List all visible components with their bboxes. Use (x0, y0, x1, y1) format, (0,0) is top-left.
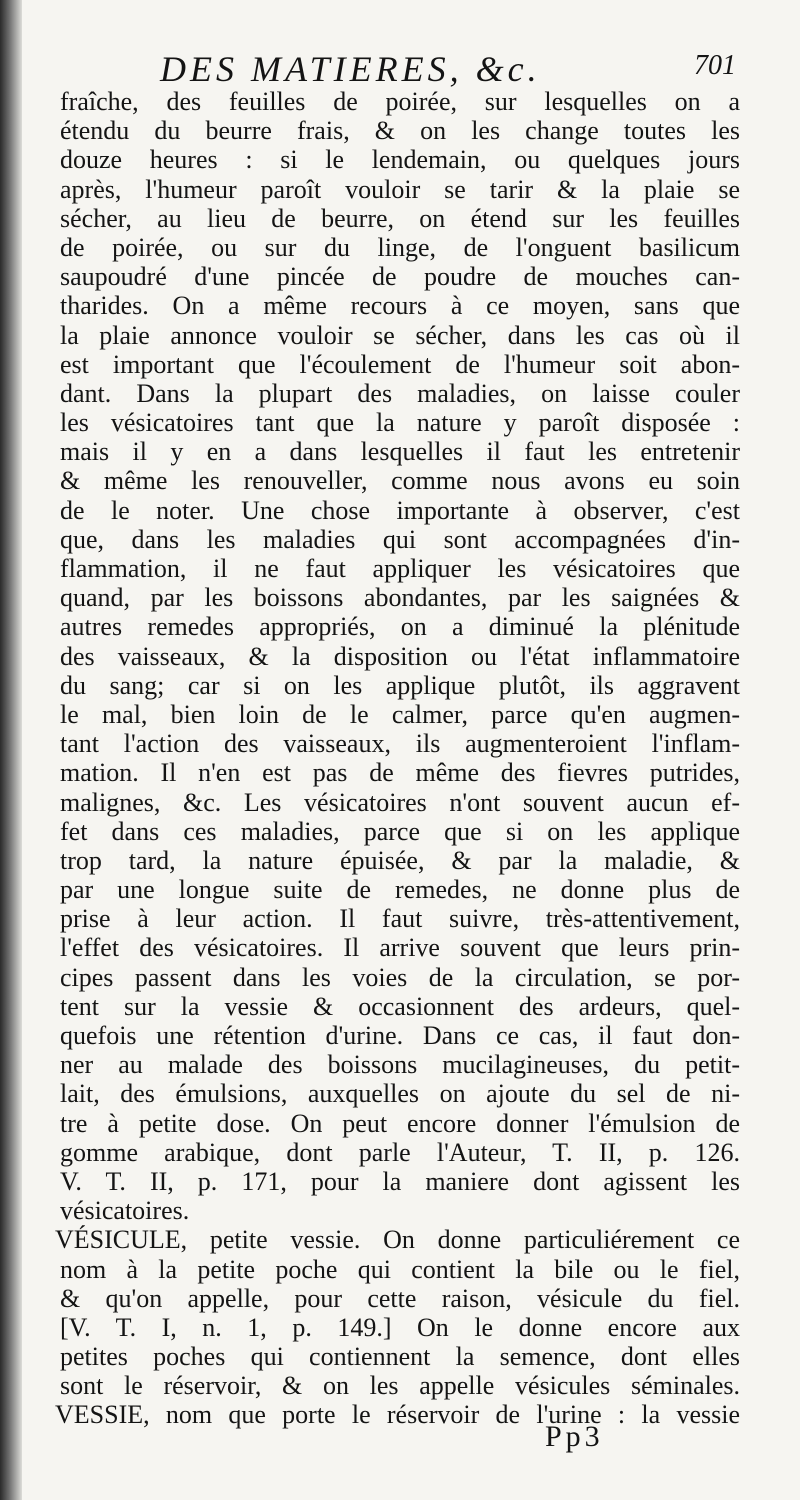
text-line: que, dans les maladies qui sont accompagnées d'in- (60, 524, 740, 554)
binding-shadow (0, 0, 22, 1500)
text-line: ner au malade des boissons mucilagineuses, du petit- (60, 1050, 740, 1080)
text-line: les vésicatoires tant que la nature y paroît disposée : (60, 408, 740, 438)
text-line: dant. Dans la plupart des maladies, on laisse couler (60, 378, 740, 408)
text-line: tent sur la vessie & occasionnent des ardeurs, quel- (60, 991, 740, 1021)
text-line: autres remedes appropriés, on a diminué la plénitude (60, 612, 740, 642)
text-line: cipes passent dans les voies de la circulation, se por- (60, 962, 740, 992)
text-line: [V. T. I, n. 1, p. 149.] On le donne encore aux (60, 1312, 740, 1342)
entry-vessie: VESSIE, nom que porte le réservoir de l'urine : la vessie (55, 1400, 740, 1430)
text-line: & qu'on appelle, pour cette raison, vésicule du fiel. (60, 1283, 740, 1313)
text-line: douze heures : si le lendemain, ou quelques jours (60, 145, 740, 175)
text-line: sont le réservoir, & on les appelle vésicules séminales. (60, 1371, 740, 1401)
running-head: DES MATIERES, &c. (160, 49, 541, 89)
text-line: par une longue suite de remedes, ne donne plus de (60, 875, 740, 905)
text-line: des vaisseaux, & la disposition ou l'état inflammatoire (60, 641, 740, 671)
text-line: fraîche, des feuilles de poirée, sur lesquelles on a (60, 87, 740, 116)
text-line: tharides. On a même recours à ce moyen, sans que (60, 291, 740, 321)
text-line: gomme arabique, dont parle l'Auteur, T. II, p. 126. (60, 1137, 740, 1167)
text-line: mais il y en a dans lesquelles il faut les entretenir (60, 437, 740, 467)
text-line: lait, des émulsions, auxquelles on ajoute du sel de ni- (60, 1079, 740, 1109)
text-line: petites poches qui contiennent la semence, dont elles (60, 1342, 740, 1372)
text-line: flammation, il ne faut appliquer les vésicatoires que (60, 554, 740, 583)
text-line: étendu du beurre frais, & on les change toutes les (60, 116, 740, 146)
text-line: & même les renouveller, comme nous avons eu soin (60, 466, 740, 496)
text-line: le mal, bien loin de le calmer, parce qu'en augmen- (60, 699, 740, 729)
text-line: malignes, &c. Les vésicatoires n'ont souvent aucun ef- (60, 787, 740, 817)
text-line: de le noter. Une chose importante à observer, c'est (60, 495, 740, 525)
text-line: nom à la petite poche qui contient la bile ou le fiel, (60, 1254, 740, 1284)
text-line: tre à petite dose. On peut encore donner l'émulsion de (60, 1108, 740, 1138)
text-line: tant l'action des vaisseaux, ils augmenteroient l'inflam- (60, 729, 740, 759)
entry-vesicule: VÉSICULE, petite vessie. On donne particuliérement ce (55, 1225, 740, 1255)
text-line: de poirée, ou sur du linge, de l'onguent basilicum (60, 232, 740, 262)
text-line: fet dans ces maladies, parce que si on les applique (60, 816, 740, 846)
text-line: après, l'humeur paroît vouloir se tarir & la plaie se (60, 174, 740, 204)
text-line: du sang; car si on les applique plutôt, ils aggravent (60, 670, 740, 700)
text-line: quefois une rétention d'urine. Dans ce cas, il faut don- (60, 1021, 740, 1050)
text-line: prise à leur action. Il faut suivre, très-attentivement, (60, 904, 740, 934)
text-line: mation. Il n'en est pas de même des fievres putrides, (60, 758, 740, 788)
text-line: vésicatoires. (60, 1196, 190, 1226)
text-line: l'effet des vésicatoires. Il arrive souvent que leurs prin- (60, 933, 740, 963)
text-line: la plaie annonce vouloir se sécher, dans les cas où il (60, 320, 740, 350)
body-text (55, 87, 740, 1430)
signature-mark: Pp3 (545, 1420, 604, 1453)
text-line: V. T. II, p. 171, pour la maniere dont agissent les (60, 1166, 740, 1196)
text-line: saupoudré d'une pincée de poudre de mouches can- (60, 262, 740, 292)
text-line: quand, par les boissons abondantes, par les saignées & (60, 583, 740, 613)
text-line: sécher, au lieu de beurre, on étend sur les feuilles (60, 203, 740, 233)
page-number: 701 (694, 50, 736, 81)
text-line: trop tard, la nature épuisée, & par la maladie, & (60, 845, 740, 875)
text-line: est important que l'écoulement de l'humeur soit abon- (60, 349, 740, 379)
